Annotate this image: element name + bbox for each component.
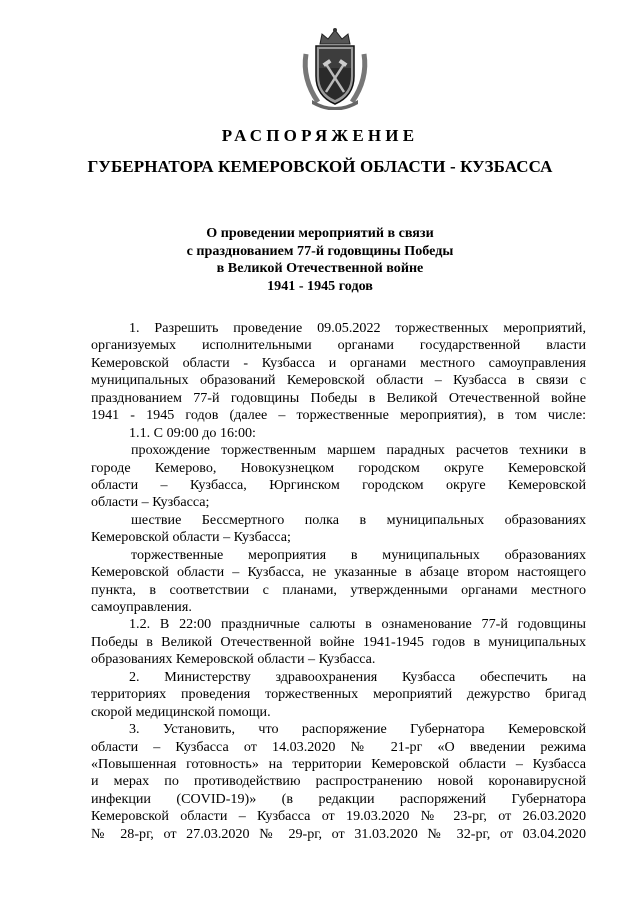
- coat-of-arms-emblem: [298, 24, 372, 110]
- body-line: организуемых исполнительными органами государственной власти: [91, 337, 586, 354]
- document-issuer: ГУБЕРНАТОРА КЕМЕРОВСКОЙ ОБЛАСТИ - КУЗБАССА: [87, 157, 553, 176]
- body-line: 1941 - 1945 годов (далее – торжественные мероприятия), в том числе:: [91, 407, 586, 424]
- body-line: «Повышенная готовность» на территории Кемеровской области – Кузбасса: [91, 755, 586, 772]
- body-line: Кемеровской области – Кузбасса;: [91, 529, 291, 546]
- body-line: и мерах по противодействию распространению новой коронавирусной: [91, 773, 586, 790]
- body-line: 1. Разрешить проведение 09.05.2022 торжественных мероприятий,: [129, 320, 586, 336]
- body-line: прохождение торжественным маршем парадных расчетов техники в: [131, 442, 586, 459]
- body-line: скорой медицинской помощи.: [91, 703, 271, 720]
- body-line: Победы в Великой Отечественной войне 1941-1945 годов в муниципальных: [91, 633, 586, 650]
- body-line: Кемеровской области – Кузбасса, не указанные в абзаце втором настоящего: [91, 564, 586, 581]
- body-line: 2. Министерству здравоохранения Кузбасса обеспечить на: [129, 668, 586, 685]
- document-body: [91, 320, 586, 843]
- body-line: шествие Бессмертного полка в муниципальных образованиях: [131, 511, 586, 528]
- subject-line: О проведении мероприятий в связи: [206, 225, 434, 241]
- body-line: празднованием 77-й годовщины Победы в Великой Отечественной войне: [91, 389, 586, 406]
- body-line: № 28-рг, от 27.03.2020 № 29-рг, от 31.03.2020 № 32-рг, от 03.04.2020: [91, 825, 586, 842]
- body-line: 1.1. С 09:00 до 16:00:: [129, 424, 256, 441]
- body-line: 1.2. В 22:00 праздничные салюты в ознаменование 77-й годовщины: [129, 616, 586, 633]
- document-type-title: РАСПОРЯЖЕНИЕ: [221, 126, 419, 145]
- body-line: области – Кузбасса;: [91, 494, 210, 511]
- body-line: области – Кузбасса от 14.03.2020 № 21-рг «О введении режима: [91, 738, 586, 755]
- body-line: 3. Установить, что распоряжение Губернатора Кемеровской: [129, 721, 586, 738]
- document-subject: [0, 225, 640, 295]
- body-line: инфекции (COVID-19)» (в редакции распоряжений Губернатора: [91, 790, 586, 807]
- body-line: образованиях Кемеровской области – Кузбасса.: [91, 651, 376, 668]
- body-line: торжественные мероприятия в муниципальных образованиях: [131, 546, 586, 563]
- body-line: территориях проведения торжественных мероприятий дежурство бригад: [91, 686, 586, 703]
- body-line: Кемеровской области - Кузбасса и органами местного самоуправления: [91, 354, 586, 371]
- subject-line: 1941 - 1945 годов: [267, 277, 373, 294]
- body-line: муниципальных образований Кемеровской области – Кузбасса в связи с: [91, 372, 586, 389]
- body-line: самоуправления.: [91, 599, 192, 615]
- body-line: пункта, в соответствии с планами, утвержденными органами местного: [91, 581, 586, 598]
- body-line: городе Кемерово, Новокузнецком городском округе Кемеровской: [91, 459, 586, 476]
- subject-line: с празднованием 77-й годовщины Победы: [186, 242, 454, 259]
- subject-line: в Великой Отечественной войне: [216, 260, 424, 277]
- body-line: области – Кузбасса, Юргинском городском округе Кемеровской: [91, 476, 586, 493]
- body-line: Кемеровской области – Кузбасса от 19.03.2020 № 23-рг, от 26.03.2020: [91, 808, 586, 825]
